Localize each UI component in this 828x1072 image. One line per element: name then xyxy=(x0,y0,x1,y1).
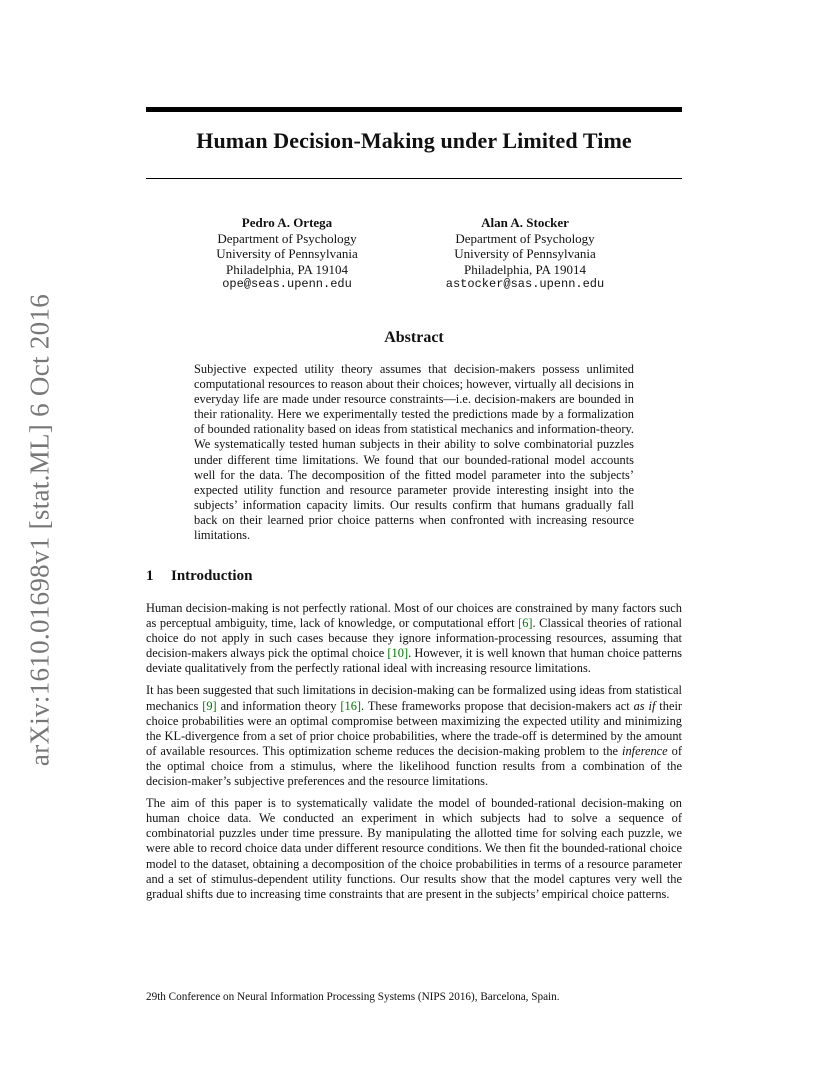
author-name: Alan A. Stocker xyxy=(481,215,569,230)
title-rule-bottom xyxy=(146,178,682,179)
author-block xyxy=(182,215,392,293)
author-email[interactable]: astocker@sas.upenn.edu xyxy=(445,277,605,291)
author-department: Department of Psychology xyxy=(217,230,357,246)
author-email[interactable]: ope@seas.upenn.edu xyxy=(222,277,352,291)
arxiv-stamp-text: arXiv:1610.01698v1 [stat.ML] 6 Oct 2016 xyxy=(24,293,55,767)
paragraph-text: and information theory xyxy=(216,698,341,713)
citation-link[interactable]: [9] xyxy=(202,698,217,713)
citation-link[interactable]: [6] xyxy=(518,616,533,631)
section-body xyxy=(146,601,682,909)
paragraph: The aim of this paper is to systematically validate the model of bounded-rational decision-making on human choice data. We conducted an experiment in which subjects had to solve a sequence of combinatorial puzzles under time pressure. By manipulating the allotted time for solving each puzzle, we were able to record choice data under different resource conditions. We then fit the bounded-rational choice model to the dataset, obtaining a decomposition of the choice probabilities in terms of a resource parameter and a set of stimulus-dependent utility functions. Our results show that the model captures very well the gradual shifts due to increasing time constraints that are present in the subjects’ empirical choice patterns. xyxy=(146,796,682,901)
emphasis-text: as if xyxy=(633,698,656,713)
citation-link[interactable]: [10] xyxy=(387,646,409,661)
paper-title: Human Decision-Making under Limited Time xyxy=(196,128,632,153)
author-department: Department of Psychology xyxy=(455,230,595,246)
conference-footnote: 29th Conference on Neural Information Processing Systems (NIPS 2016), Barcelona, Spain. xyxy=(146,991,560,1003)
author-address: Philadelphia, PA 19104 xyxy=(226,261,348,277)
author-block xyxy=(420,215,630,293)
paragraph xyxy=(146,683,682,789)
abstract-heading: Abstract xyxy=(384,329,444,346)
emphasis-text: inference xyxy=(622,743,668,758)
paragraph-text: . These frameworks propose that decision-makers act xyxy=(361,698,634,713)
author-university: University of Pennsylvania xyxy=(216,246,358,261)
arxiv-stamp xyxy=(20,290,60,770)
paragraph-text: their choice probabilities were an optimal compromise between maximizing the expected utility and minimizing the KL-divergence from a set of prior choice probabilities, where the trade-off is determined by the amount of available resources. This optimization scheme reduces the decision-making problem to the xyxy=(146,698,683,758)
paragraph-text: . However, it is well known that human choice patterns deviate qualitatively from the perfectly rational ideal with increasing resource limitations. xyxy=(146,646,682,676)
paragraph xyxy=(146,601,682,676)
paragraph-text: . Classical theories of rational choice do not apply in such cases because they ignore information-processing resources, assuming that decision-makers always pick the optimal choice xyxy=(146,616,682,661)
paragraph-text: Human decision-making is not perfectly rational. Most of our choices are constrained by many factors such as perceptual ambiguity, time, lack of knowledge, or computational effort xyxy=(146,601,682,631)
abstract-text: Subjective expected utility theory assumes that decision-makers possess unlimited computational resources to reason about their choices; however, virtually all decisions in everyday life are made under resource constraints—i.e. decision-makers are bounded in their rationality. Here we experimentally tested the predictions made by a formalization of bounded rationality based on ideas from statistical mechanics and information-theory. We systematically tested human subjects in their ability to solve combinatorial puzzles under different time limitations. We found that our bounded-rational model accounts well for the data. The decomposition of the fitted model parameter into the subjects’ expected utility function and resource parameter provide interesting insight into the subjects’ information capacity limits. Our results confirm that humans gradually fall back on their learned prior choice patterns when confronted with increasing resource limitations. xyxy=(194,362,634,543)
citation-link[interactable]: [16] xyxy=(340,698,362,713)
author-university: University of Pennsylvania xyxy=(454,246,596,261)
author-name: Pedro A. Ortega xyxy=(241,215,333,230)
author-address: Philadelphia, PA 19014 xyxy=(464,261,586,277)
title-rule-top xyxy=(146,107,682,112)
section-number: 1 xyxy=(146,568,154,584)
section-heading xyxy=(146,568,252,585)
paragraph-text: It has been suggested that such limitations in decision-making can be formalized using ideas from statistical mechanics xyxy=(146,683,682,713)
paragraph-text: of the optimal choice from a stimulus, where the likelihood function results from a combination of the decision-maker’s subjective preferences and the resource limitations. xyxy=(146,743,683,789)
section-title: Introduction xyxy=(171,568,253,584)
